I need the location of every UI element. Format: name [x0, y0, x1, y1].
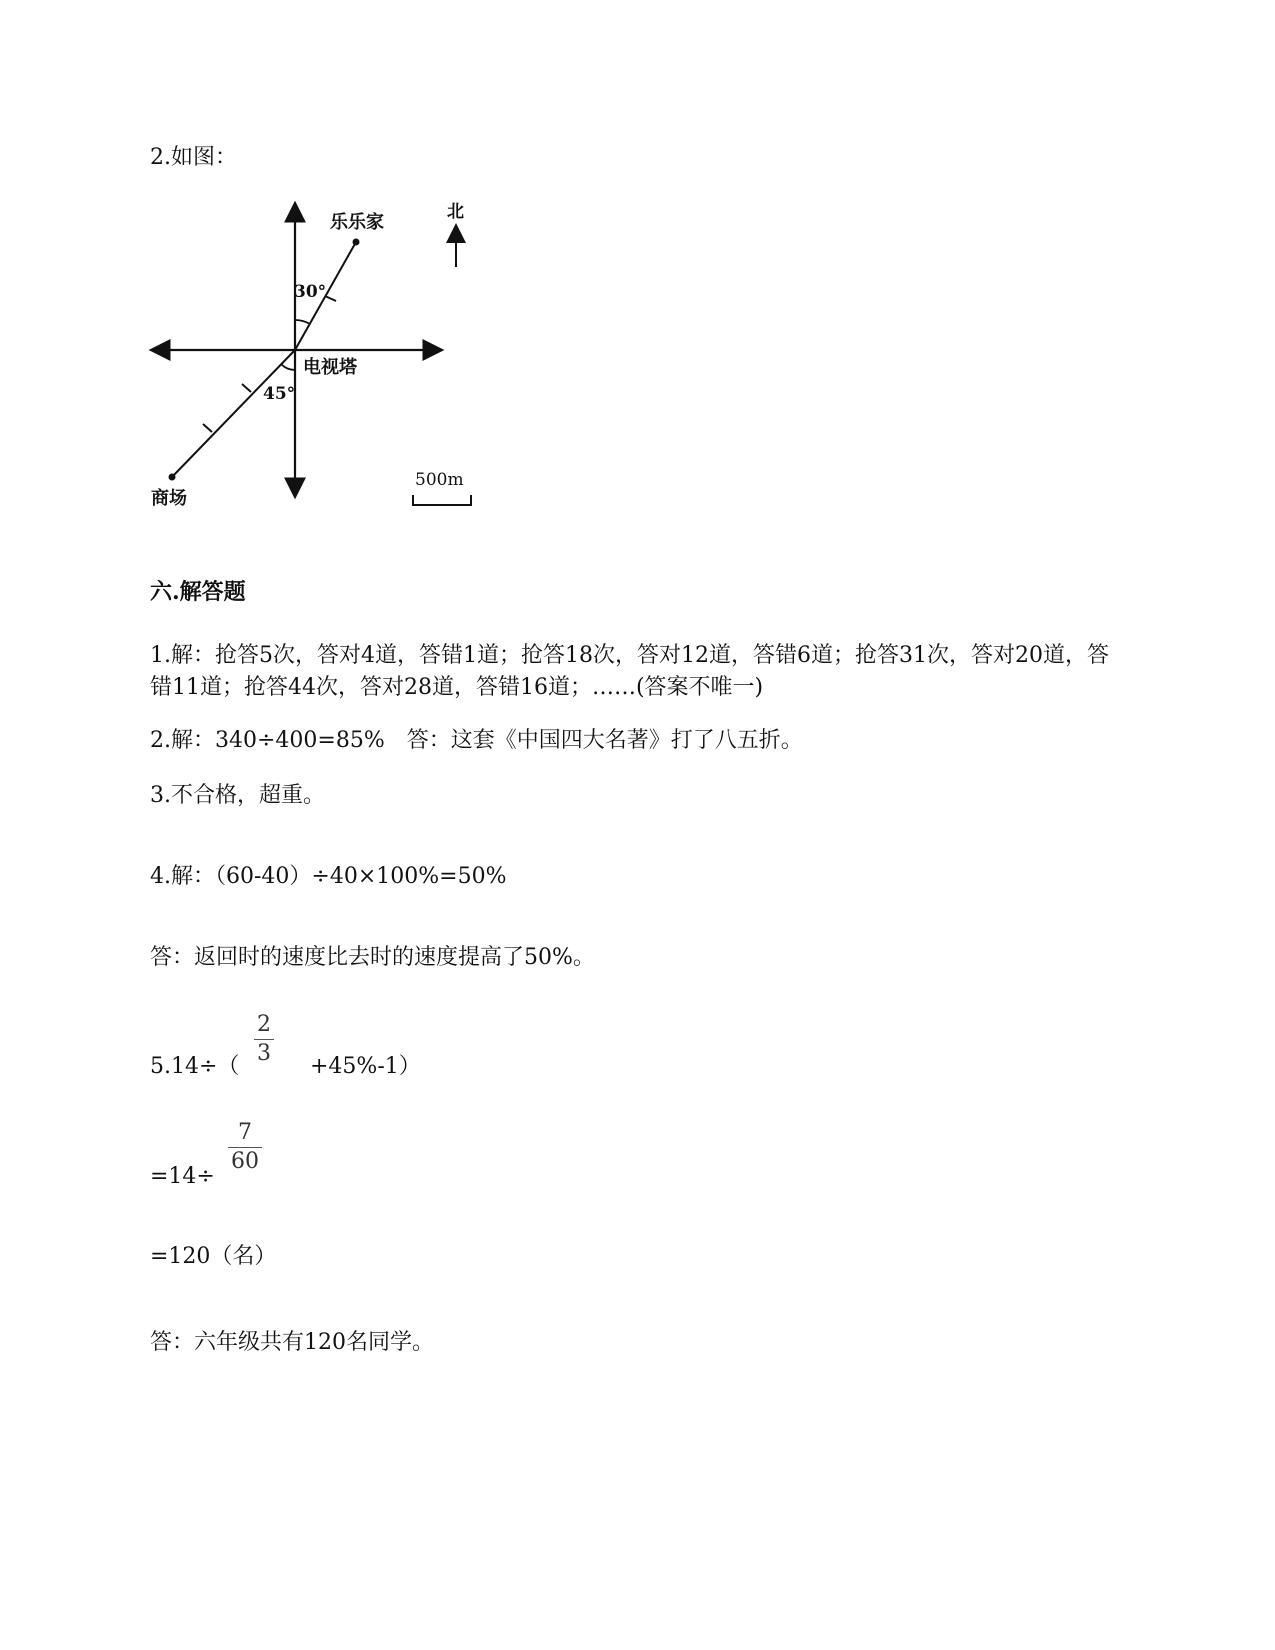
fraction-seven-sixtieths [228, 1120, 262, 1175]
fraction-denominator: 3 [257, 1041, 271, 1066]
scale-label: 500m [415, 470, 464, 490]
direction-diagram [145, 195, 485, 515]
answer-3: 3.不合格，超重。 [150, 783, 325, 808]
fraction-bar [254, 1039, 274, 1040]
answer-5-line2: =14÷ [150, 1164, 215, 1189]
answer-2: 2.解：340÷400=85% 答：这套《中国四大名著》打了八五折。 [150, 728, 803, 753]
fraction-two-thirds [254, 1012, 274, 1067]
mall-tick-2 [203, 424, 212, 432]
answer-4-calc: 4.解：（60-40）÷40×100%=50% [150, 864, 507, 889]
mall-point [169, 474, 176, 481]
fraction-bar [228, 1147, 262, 1148]
fraction-denominator: 60 [231, 1149, 259, 1174]
answer-5-line3: =120（名） [150, 1244, 277, 1269]
angle-label-30: 30° [294, 282, 327, 302]
answer-5-suffix: +45%-1） [310, 1054, 421, 1079]
line-to-mall [172, 350, 295, 477]
figure-intro: 2.如图： [150, 145, 237, 170]
answer-5-conclusion: 答：六年级共有120名同学。 [150, 1330, 434, 1355]
fraction-numerator: 2 [257, 1012, 271, 1037]
home-tick [325, 296, 336, 301]
angle-label-45: 45° [263, 384, 296, 404]
answer-4-conclusion: 答：返回时的速度比去时的速度提高了50%。 [150, 945, 595, 970]
section-title: 六.解答题 [150, 579, 246, 605]
home-point [353, 239, 360, 246]
mall-tick-1 [242, 384, 251, 392]
label-tower: 电视塔 [303, 357, 357, 378]
answer-5-prefix: 5.14÷（ [150, 1054, 240, 1079]
fraction-numerator: 7 [238, 1120, 252, 1145]
scale-bar [413, 495, 471, 505]
angle-arc-45 [281, 364, 295, 370]
label-north: 北 [447, 202, 464, 222]
label-mall: 商场 [151, 488, 187, 509]
angle-arc-30 [295, 320, 310, 324]
label-home: 乐乐家 [330, 212, 384, 233]
answer-1: 1.解：抢答5次，答对4道，答错1道；抢答18次，答对12道，答错6道；抢答31次，答对20道，答错11道；抢答44次，答对28道，答错16道；……(答案不唯一) [150, 643, 1109, 700]
